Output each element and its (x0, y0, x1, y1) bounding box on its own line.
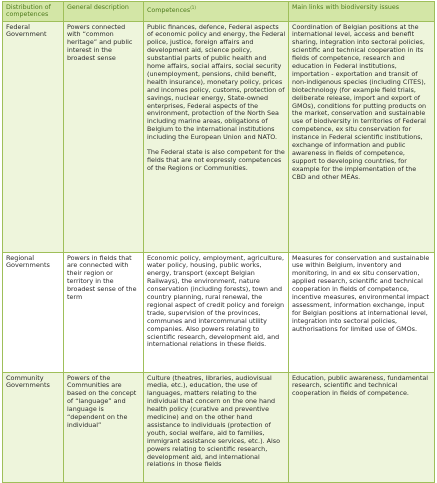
header-competences (144, 2, 289, 22)
links-cell: Measures for conservation and sustainable use within Belgium, inventory and monitoring, in and ex situ conservation, applied research, scientific and technical cooperation in fields of competence, incentive measures, environmental impact assessment, information exchange, input for Belgian positions at international level, integration into sectoral policies, authorisations for limited use of GMOs. (289, 253, 435, 373)
level-cell: Federal Government (3, 22, 64, 253)
competences-paragraph: The Federal state is also competent for the fields that are not expressly competences of the Regions or Communities. (147, 148, 285, 172)
table-row-community (3, 373, 435, 483)
level-cell: Community Governments (3, 373, 64, 483)
competences-paragraph: Culture (theatres, libraries, audiovisual media, etc.), education, the use of languages, matters relating to the individual that concern on the one hand health policy (curative and preventive medicine) and on the other hand assistance to individuals (protection of youth, social welfare, aid to families, immigrant assistance services, etc.). Also powers relating to scientific research, development aid, and international relations in those fields (147, 373, 281, 469)
competences-paragraph: Economic policy, employment, agriculture, water policy, housing, public works, energy, transport (except Belgian Railways), the environment, nature conservation (including forests), town and country planning, rural renewal, the regional aspect of credit policy and foreign trade, supervision of the provinces, communes and intercommunal utility companies. Also powers relating to scientific research, development aid, and international relations in these fields. (147, 253, 285, 349)
header-distribution: Distribution of competences (3, 2, 64, 22)
competences-paragraph: Public finances, defence, Federal aspects of economic policy and energy, the Federal police, justice, foreign affairs and development aid, science policy, substantial parts of public health and home affairs, social affairs, social security (unemployment, pensions, child benefit, health insurance), monetary policy, prices and incomes policy, customs, protection of savings, nuclear energy, State-owned enterprises, Federal aspects of the environment, protection of the North Sea including marine areas, obligations of Belgium to the international institutions including the European Union and NATO. (147, 22, 286, 142)
description-cell: Powers of the Communities are based on the concept of “language” and language is “dependent on the individual” (64, 373, 144, 483)
level-cell: Regional Governments (3, 253, 64, 373)
description-cell: Powers in fields that are connected with their region or territory in the broadest sense of the term (64, 253, 144, 373)
competences-cell (144, 373, 289, 483)
header-general-description: General description (64, 2, 144, 22)
competences-cell (144, 253, 289, 373)
header-competences-label: Competences (147, 6, 191, 14)
links-cell: Education, public awareness, fundamental research, scientific and technical cooperation in fields of competence. (289, 373, 435, 483)
table-row-regional (3, 253, 435, 373)
links-cell: Coordination of Belgian positions at the international level, access and benefit sharing, integration into sectoral policies, scientific and technical cooperation in its fields of competence, research and education in Federal institutions, importation - exportation and transit of non-indigenous species (including CITES), biotechnology (for example field trials, deliberate release, import and export of GMOs), conditions for putting products on the market, conservation and sustainable use of biodiversity in territories of Federal competence, ex situ conservation for instance in Federal scientific institutions, exchange of information and public awareness in fields of competence, support to developing countries, for example for the implementation of the CBD and other MEAs. (289, 22, 435, 253)
table-row-federal (3, 22, 435, 253)
competences-table (2, 1, 435, 483)
competences-cell (144, 22, 289, 253)
header-row (3, 2, 435, 22)
description-cell: Powers connected with “common heritage” and public interest in the broadest sense (64, 22, 144, 253)
footnote-marker: (1) (190, 4, 196, 10)
header-main-links: Main links with biodiversity issues (289, 2, 435, 22)
